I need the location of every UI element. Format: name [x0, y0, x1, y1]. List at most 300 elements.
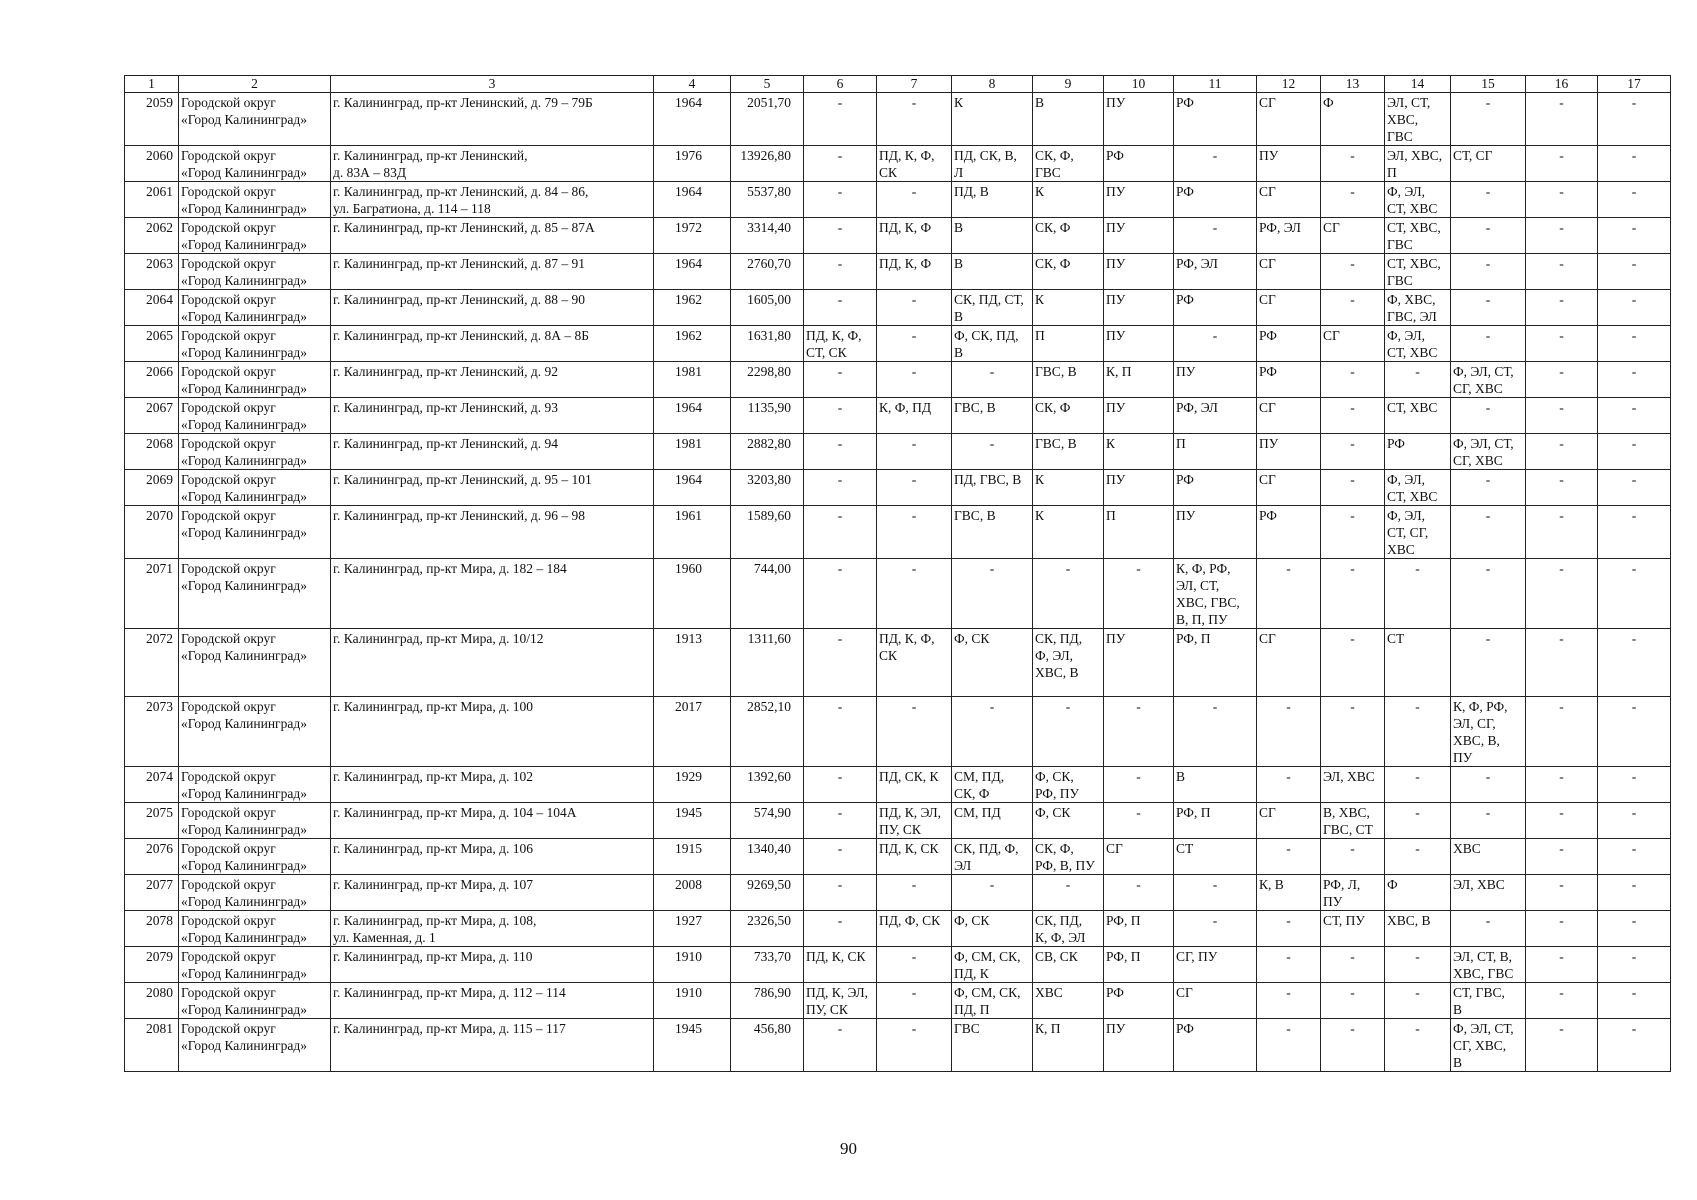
municipality-cell: Городской округ «Город Калининград» [179, 983, 331, 1019]
col-10-cell: - [1104, 803, 1174, 839]
col-15-cell: - [1451, 290, 1526, 326]
col-11-cell: ПУ [1174, 362, 1257, 398]
col-14-cell: Ф, ЭЛ, СТ, ХВС [1385, 470, 1451, 506]
area-cell: 1631,80 [731, 326, 804, 362]
column-number-row [125, 76, 1671, 93]
col-12-cell: - [1257, 983, 1321, 1019]
area-cell: 1589,60 [731, 506, 804, 559]
year-cell: 1964 [654, 93, 731, 146]
row-number-cell: 2079 [125, 947, 179, 983]
col-17-cell: - [1598, 1019, 1671, 1072]
col-9-cell: К [1033, 290, 1104, 326]
col-17-cell: - [1598, 362, 1671, 398]
table-row [125, 875, 1671, 911]
col-6-cell: - [804, 146, 877, 182]
col-15-cell: - [1451, 398, 1526, 434]
area-cell: 786,90 [731, 983, 804, 1019]
col-10-cell: ПУ [1104, 182, 1174, 218]
col-6-cell: ПД, К, Ф, СТ, СК [804, 326, 877, 362]
table-row [125, 254, 1671, 290]
municipality-cell: Городской округ «Город Калининград» [179, 362, 331, 398]
area-cell: 13926,80 [731, 146, 804, 182]
area-cell: 744,00 [731, 559, 804, 629]
col-7-cell: ПД, К, Ф [877, 254, 952, 290]
table-row [125, 434, 1671, 470]
address-cell: г. Калининград, пр-кт Ленинский, д. 84 – 86, ул. Багратиона, д. 114 – 118 [331, 182, 654, 218]
col-9-cell: - [1033, 559, 1104, 629]
col-8-cell: ГВС, В [952, 398, 1033, 434]
col-15-cell: - [1451, 506, 1526, 559]
col-13-cell: СГ [1321, 326, 1385, 362]
col-13-cell: - [1321, 629, 1385, 697]
col-11-cell: РФ [1174, 93, 1257, 146]
col-15-cell: - [1451, 218, 1526, 254]
col-13-cell: - [1321, 470, 1385, 506]
col-6-cell: - [804, 839, 877, 875]
col-13-cell: - [1321, 506, 1385, 559]
year-cell: 1962 [654, 290, 731, 326]
col-12-cell: РФ, ЭЛ [1257, 218, 1321, 254]
col-8-cell: - [952, 697, 1033, 767]
col-10-cell: РФ, П [1104, 911, 1174, 947]
col-17-cell: - [1598, 983, 1671, 1019]
col-14-cell: - [1385, 983, 1451, 1019]
table-row [125, 362, 1671, 398]
area-cell: 2882,80 [731, 434, 804, 470]
col-15-cell: ЭЛ, ХВС [1451, 875, 1526, 911]
col-16-cell: - [1526, 559, 1598, 629]
col-13-cell: - [1321, 434, 1385, 470]
col-14-cell: СТ, ХВС, ГВС [1385, 254, 1451, 290]
column-number-5: 5 [731, 76, 804, 93]
col-14-cell: - [1385, 767, 1451, 803]
col-14-cell: РФ [1385, 434, 1451, 470]
municipality-cell: Городской округ «Город Калининград» [179, 767, 331, 803]
column-number-1: 1 [125, 76, 179, 93]
row-number-cell: 2076 [125, 839, 179, 875]
col-17-cell: - [1598, 767, 1671, 803]
col-12-cell: СГ [1257, 470, 1321, 506]
col-12-cell: СГ [1257, 182, 1321, 218]
col-8-cell: СК, ПД, Ф, ЭЛ [952, 839, 1033, 875]
col-9-cell: - [1033, 697, 1104, 767]
col-12-cell: СГ [1257, 93, 1321, 146]
col-15-cell: - [1451, 93, 1526, 146]
col-11-cell: - [1174, 911, 1257, 947]
year-cell: 1927 [654, 911, 731, 947]
address-cell: г. Калининград, пр-кт Мира, д. 104 – 104А [331, 803, 654, 839]
municipality-cell: Городской округ «Город Калининград» [179, 398, 331, 434]
col-9-cell: ГВС, В [1033, 362, 1104, 398]
municipality-cell: Городской округ «Город Калининград» [179, 506, 331, 559]
col-8-cell: СК, ПД, СТ, В [952, 290, 1033, 326]
row-number-cell: 2068 [125, 434, 179, 470]
col-8-cell: - [952, 434, 1033, 470]
col-6-cell: - [804, 911, 877, 947]
col-8-cell: ГВС, В [952, 506, 1033, 559]
address-cell: г. Калининград, пр-кт Ленинский, д. 83А – 83Д [331, 146, 654, 182]
col-17-cell: - [1598, 839, 1671, 875]
municipality-cell: Городской округ «Город Калининград» [179, 875, 331, 911]
col-7-cell: К, Ф, ПД [877, 398, 952, 434]
col-16-cell: - [1526, 434, 1598, 470]
municipality-cell: Городской округ «Город Калининград» [179, 629, 331, 697]
table-row [125, 182, 1671, 218]
col-7-cell: - [877, 506, 952, 559]
table-row [125, 803, 1671, 839]
table-row [125, 767, 1671, 803]
col-6-cell: - [804, 629, 877, 697]
year-cell: 1964 [654, 398, 731, 434]
col-6-cell: - [804, 218, 877, 254]
year-cell: 1929 [654, 767, 731, 803]
col-17-cell: - [1598, 93, 1671, 146]
address-cell: г. Калининград, пр-кт Мира, д. 102 [331, 767, 654, 803]
row-number-cell: 2067 [125, 398, 179, 434]
col-15-cell: - [1451, 470, 1526, 506]
col-7-cell: ПД, К, ЭЛ, ПУ, СК [877, 803, 952, 839]
col-6-cell: - [804, 803, 877, 839]
col-16-cell: - [1526, 839, 1598, 875]
municipality-cell: Городской округ «Город Калининград» [179, 1019, 331, 1072]
col-11-cell: ПУ [1174, 506, 1257, 559]
table-row [125, 697, 1671, 767]
col-8-cell: Ф, СМ, СК, ПД, К [952, 947, 1033, 983]
year-cell: 1981 [654, 362, 731, 398]
col-8-cell: - [952, 362, 1033, 398]
col-7-cell: - [877, 326, 952, 362]
col-12-cell: РФ [1257, 506, 1321, 559]
col-13-cell: РФ, Л, ПУ [1321, 875, 1385, 911]
col-7-cell: ПД, К, Ф, СК [877, 146, 952, 182]
table-row [125, 629, 1671, 697]
column-number-3: 3 [331, 76, 654, 93]
municipality-cell: Городской округ «Город Калининград» [179, 947, 331, 983]
address-cell: г. Калининград, пр-кт Ленинский, д. 96 – 98 [331, 506, 654, 559]
municipality-cell: Городской округ «Город Калининград» [179, 326, 331, 362]
col-10-cell: РФ [1104, 146, 1174, 182]
col-10-cell: ПУ [1104, 218, 1174, 254]
col-16-cell: - [1526, 398, 1598, 434]
address-cell: г. Калининград, пр-кт Мира, д. 115 – 117 [331, 1019, 654, 1072]
col-13-cell: - [1321, 182, 1385, 218]
col-14-cell: ХВС, В [1385, 911, 1451, 947]
year-cell: 1964 [654, 182, 731, 218]
area-cell: 2298,80 [731, 362, 804, 398]
col-14-cell: ЭЛ, СТ, ХВС, ГВС [1385, 93, 1451, 146]
col-9-cell: Ф, СК, РФ, ПУ [1033, 767, 1104, 803]
address-cell: г. Калининград, пр-кт Ленинский, д. 95 – 101 [331, 470, 654, 506]
table-row [125, 559, 1671, 629]
col-8-cell: Ф, СК [952, 629, 1033, 697]
col-10-cell: ПУ [1104, 254, 1174, 290]
col-13-cell: - [1321, 362, 1385, 398]
col-16-cell: - [1526, 146, 1598, 182]
col-14-cell: СТ, ХВС, ГВС [1385, 218, 1451, 254]
col-7-cell: - [877, 93, 952, 146]
col-15-cell: СТ, ГВС, В [1451, 983, 1526, 1019]
col-13-cell: СГ [1321, 218, 1385, 254]
col-12-cell: СГ [1257, 803, 1321, 839]
year-cell: 1915 [654, 839, 731, 875]
col-14-cell: Ф, ЭЛ, СТ, СГ, ХВС [1385, 506, 1451, 559]
col-8-cell: К [952, 93, 1033, 146]
address-cell: г. Калининград, пр-кт Мира, д. 112 – 114 [331, 983, 654, 1019]
col-10-cell: ПУ [1104, 398, 1174, 434]
col-15-cell: - [1451, 911, 1526, 947]
address-cell: г. Калининград, пр-кт Ленинский, д. 87 – 91 [331, 254, 654, 290]
col-8-cell: СМ, ПД [952, 803, 1033, 839]
col-8-cell: СМ, ПД, СК, Ф [952, 767, 1033, 803]
col-15-cell: СТ, СГ [1451, 146, 1526, 182]
col-6-cell: - [804, 254, 877, 290]
col-15-cell: Ф, ЭЛ, СТ, СГ, ХВС, В [1451, 1019, 1526, 1072]
col-15-cell: - [1451, 559, 1526, 629]
col-7-cell: - [877, 182, 952, 218]
col-12-cell: К, В [1257, 875, 1321, 911]
table-row [125, 146, 1671, 182]
col-6-cell: - [804, 362, 877, 398]
address-cell: г. Калининград, пр-кт Ленинский, д. 8А – 8Б [331, 326, 654, 362]
col-12-cell: - [1257, 839, 1321, 875]
col-15-cell: - [1451, 767, 1526, 803]
col-14-cell: Ф [1385, 875, 1451, 911]
table-row [125, 326, 1671, 362]
row-number-cell: 2075 [125, 803, 179, 839]
col-11-cell: - [1174, 326, 1257, 362]
municipality-cell: Городской округ «Город Калининград» [179, 93, 331, 146]
col-10-cell: ПУ [1104, 470, 1174, 506]
col-8-cell: Ф, СК, ПД, В [952, 326, 1033, 362]
col-8-cell: ГВС [952, 1019, 1033, 1072]
col-9-cell: СК, ПД, К, Ф, ЭЛ [1033, 911, 1104, 947]
year-cell: 1913 [654, 629, 731, 697]
row-number-cell: 2074 [125, 767, 179, 803]
column-number-6: 6 [804, 76, 877, 93]
area-cell: 2326,50 [731, 911, 804, 947]
area-cell: 456,80 [731, 1019, 804, 1072]
col-14-cell: - [1385, 947, 1451, 983]
col-11-cell: СГ [1174, 983, 1257, 1019]
col-17-cell: - [1598, 326, 1671, 362]
col-7-cell: - [877, 1019, 952, 1072]
address-cell: г. Калининград, пр-кт Ленинский, д. 93 [331, 398, 654, 434]
col-11-cell: - [1174, 697, 1257, 767]
col-16-cell: - [1526, 1019, 1598, 1072]
col-12-cell: СГ [1257, 398, 1321, 434]
col-15-cell: - [1451, 326, 1526, 362]
table-row [125, 470, 1671, 506]
col-11-cell: - [1174, 146, 1257, 182]
col-15-cell: К, Ф, РФ, ЭЛ, СГ, ХВС, В, ПУ [1451, 697, 1526, 767]
year-cell: 1964 [654, 254, 731, 290]
col-10-cell: СГ [1104, 839, 1174, 875]
col-9-cell: К [1033, 506, 1104, 559]
col-7-cell: ПД, К, Ф, СК [877, 629, 952, 697]
col-10-cell: РФ [1104, 983, 1174, 1019]
col-8-cell: - [952, 875, 1033, 911]
col-12-cell: - [1257, 559, 1321, 629]
col-6-cell: - [804, 434, 877, 470]
col-13-cell: - [1321, 254, 1385, 290]
col-9-cell: СК, Ф [1033, 398, 1104, 434]
col-16-cell: - [1526, 803, 1598, 839]
col-12-cell: - [1257, 911, 1321, 947]
col-7-cell: - [877, 290, 952, 326]
col-17-cell: - [1598, 434, 1671, 470]
col-11-cell: - [1174, 875, 1257, 911]
col-10-cell: ПУ [1104, 93, 1174, 146]
col-16-cell: - [1526, 911, 1598, 947]
col-9-cell: К, П [1033, 1019, 1104, 1072]
row-number-cell: 2064 [125, 290, 179, 326]
area-cell: 1605,00 [731, 290, 804, 326]
municipality-cell: Городской округ «Город Калининград» [179, 254, 331, 290]
address-cell: г. Калининград, пр-кт Мира, д. 110 [331, 947, 654, 983]
year-cell: 1960 [654, 559, 731, 629]
col-9-cell: В [1033, 93, 1104, 146]
col-17-cell: - [1598, 470, 1671, 506]
col-12-cell: - [1257, 767, 1321, 803]
column-number-10: 10 [1104, 76, 1174, 93]
col-16-cell: - [1526, 182, 1598, 218]
address-cell: г. Калининград, пр-кт Ленинский, д. 79 – 79Б [331, 93, 654, 146]
year-cell: 1972 [654, 218, 731, 254]
col-17-cell: - [1598, 697, 1671, 767]
col-12-cell: СГ [1257, 629, 1321, 697]
row-number-cell: 2080 [125, 983, 179, 1019]
area-cell: 3314,40 [731, 218, 804, 254]
col-12-cell: ПУ [1257, 146, 1321, 182]
row-number-cell: 2062 [125, 218, 179, 254]
column-number-17: 17 [1598, 76, 1671, 93]
col-11-cell: СТ [1174, 839, 1257, 875]
col-6-cell: - [804, 875, 877, 911]
col-11-cell: - [1174, 218, 1257, 254]
col-9-cell: СК, Ф, ГВС [1033, 146, 1104, 182]
area-cell: 2852,10 [731, 697, 804, 767]
col-11-cell: РФ, ЭЛ [1174, 254, 1257, 290]
column-number-14: 14 [1385, 76, 1451, 93]
col-7-cell: ПД, К, СК [877, 839, 952, 875]
col-17-cell: - [1598, 947, 1671, 983]
col-13-cell: Ф [1321, 93, 1385, 146]
municipality-cell: Городской округ «Город Калининград» [179, 697, 331, 767]
col-13-cell: - [1321, 947, 1385, 983]
column-number-9: 9 [1033, 76, 1104, 93]
col-6-cell: - [804, 559, 877, 629]
area-cell: 733,70 [731, 947, 804, 983]
col-8-cell: ПД, ГВС, В [952, 470, 1033, 506]
col-16-cell: - [1526, 326, 1598, 362]
col-7-cell: ПД, СК, К [877, 767, 952, 803]
col-14-cell: СТ, ХВС [1385, 398, 1451, 434]
col-12-cell: ПУ [1257, 434, 1321, 470]
address-cell: г. Калининград, пр-кт Мира, д. 106 [331, 839, 654, 875]
col-11-cell: РФ [1174, 1019, 1257, 1072]
register-table [124, 75, 1671, 1072]
municipality-cell: Городской округ «Город Калининград» [179, 218, 331, 254]
row-number-cell: 2081 [125, 1019, 179, 1072]
col-16-cell: - [1526, 290, 1598, 326]
table-row [125, 983, 1671, 1019]
col-9-cell: СК, Ф [1033, 254, 1104, 290]
col-14-cell: ЭЛ, ХВС, П [1385, 146, 1451, 182]
area-cell: 1311,60 [731, 629, 804, 697]
col-13-cell: СТ, ПУ [1321, 911, 1385, 947]
col-15-cell: - [1451, 629, 1526, 697]
col-13-cell: - [1321, 697, 1385, 767]
col-16-cell: - [1526, 362, 1598, 398]
year-cell: 1964 [654, 470, 731, 506]
col-9-cell: П [1033, 326, 1104, 362]
col-9-cell: К [1033, 182, 1104, 218]
column-number-12: 12 [1257, 76, 1321, 93]
col-6-cell: ПД, К, ЭЛ, ПУ, СК [804, 983, 877, 1019]
column-number-11: 11 [1174, 76, 1257, 93]
col-7-cell: - [877, 362, 952, 398]
col-17-cell: - [1598, 559, 1671, 629]
column-number-13: 13 [1321, 76, 1385, 93]
col-12-cell: РФ [1257, 326, 1321, 362]
col-15-cell: - [1451, 182, 1526, 218]
col-14-cell: Ф, ЭЛ, СТ, ХВС [1385, 182, 1451, 218]
col-6-cell: - [804, 93, 877, 146]
area-cell: 3203,80 [731, 470, 804, 506]
col-11-cell: РФ, П [1174, 803, 1257, 839]
table-row [125, 398, 1671, 434]
column-number-4: 4 [654, 76, 731, 93]
table-row [125, 911, 1671, 947]
col-16-cell: - [1526, 470, 1598, 506]
col-11-cell: СГ, ПУ [1174, 947, 1257, 983]
col-10-cell: ПУ [1104, 326, 1174, 362]
col-9-cell: К [1033, 470, 1104, 506]
col-14-cell: - [1385, 1019, 1451, 1072]
row-number-cell: 2070 [125, 506, 179, 559]
year-cell: 1976 [654, 146, 731, 182]
col-10-cell: - [1104, 697, 1174, 767]
area-cell: 9269,50 [731, 875, 804, 911]
col-10-cell: ПУ [1104, 1019, 1174, 1072]
col-6-cell: - [804, 506, 877, 559]
col-16-cell: - [1526, 254, 1598, 290]
col-16-cell: - [1526, 947, 1598, 983]
area-cell: 5537,80 [731, 182, 804, 218]
col-12-cell: РФ [1257, 362, 1321, 398]
col-11-cell: РФ [1174, 182, 1257, 218]
col-9-cell: ГВС, В [1033, 434, 1104, 470]
col-15-cell: Ф, ЭЛ, СТ, СГ, ХВС [1451, 434, 1526, 470]
col-13-cell: - [1321, 290, 1385, 326]
col-9-cell: Ф, СК [1033, 803, 1104, 839]
col-8-cell: В [952, 218, 1033, 254]
col-6-cell: ПД, К, СК [804, 947, 877, 983]
col-10-cell: РФ, П [1104, 947, 1174, 983]
address-cell: г. Калининград, пр-кт Мира, д. 107 [331, 875, 654, 911]
municipality-cell: Городской округ «Город Калининград» [179, 559, 331, 629]
col-16-cell: - [1526, 629, 1598, 697]
year-cell: 2008 [654, 875, 731, 911]
col-6-cell: - [804, 290, 877, 326]
col-13-cell: - [1321, 146, 1385, 182]
col-9-cell: СВ, СК [1033, 947, 1104, 983]
column-number-8: 8 [952, 76, 1033, 93]
address-cell: г. Калининград, пр-кт Ленинский, д. 88 – 90 [331, 290, 654, 326]
area-cell: 1340,40 [731, 839, 804, 875]
col-17-cell: - [1598, 146, 1671, 182]
col-7-cell: - [877, 697, 952, 767]
